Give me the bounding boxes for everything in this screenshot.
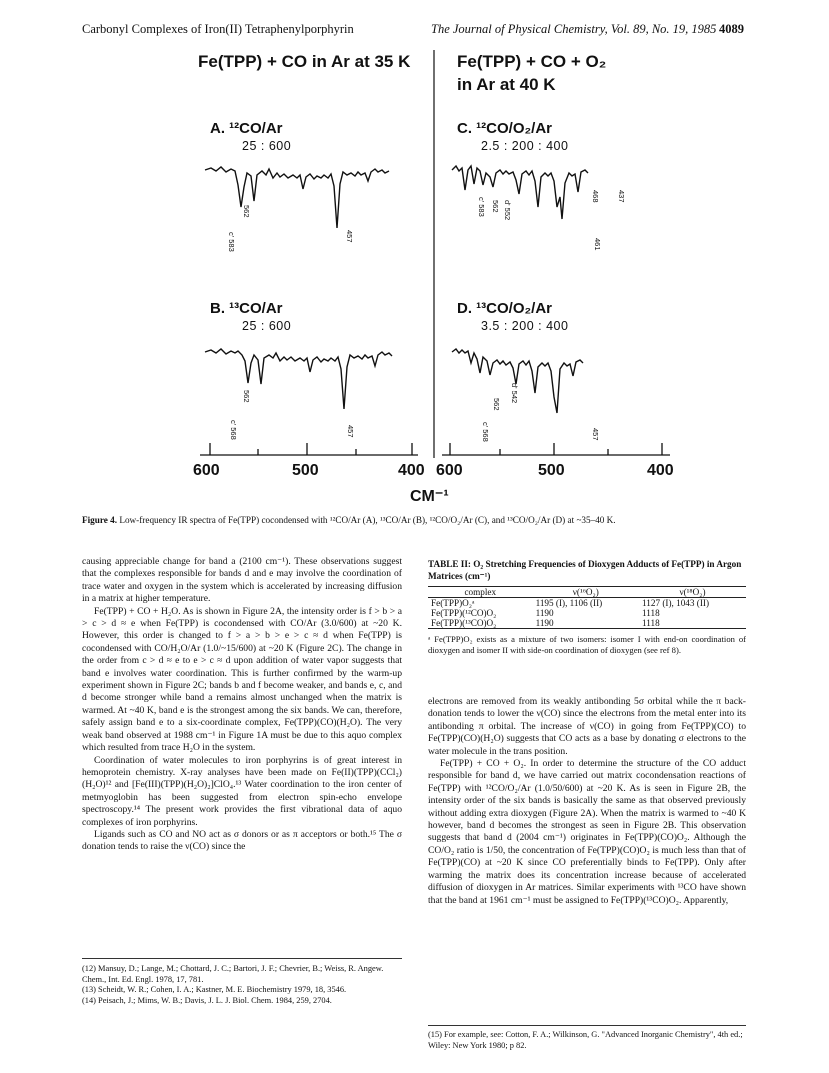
figure-left-title: Fe(TPP) + CO in Ar at 35 K [198,52,411,71]
table-cell: 1118 [642,608,660,618]
footnote: (13) Scheidt, W. R.; Cohen, I. A.; Kastner, M. E. Biochemistry 1979, 18, 3546. [82,985,347,994]
table-cell: Fe(TPP)O₂ᵃ [431,598,475,608]
peak-label-b-568: c' 568 [229,420,238,440]
peak-label-c-552: d' 552 [503,200,512,221]
tick-label-right-600: 600 [436,462,463,479]
panel-c-label: C. ¹²CO/O₂/Ar [457,120,552,137]
peak-label-d-457: 457 [591,428,600,441]
ir-spectra-figure [180,40,700,480]
page-number: 4089 [719,22,744,36]
tick-label-right-500: 500 [538,462,565,479]
table-title: TABLE II: O₂ Stretching Frequencies of Dioxygen Adducts of Fe(TPP) in Argon Matrices (cm⁻¹) [428,559,742,581]
table-header: ν(¹⁶O₂) [572,587,599,597]
table-2 [428,559,746,656]
footnote: (14) Peisach, J.; Mims, W. B.; Davis, J. L. J. Biol. Chem. 1984, 259, 2704. [82,995,332,1005]
paragraph: Fe(TPP) + CO + O₂. In order to determine the structure of the CO adduct responsible for band d, we have carried out matrix cocondensation reactions of Fe(TPP) with ¹²CO/O₂/Ar (1.0/50/600) at ~20 K. As is seen in Figure 2B, the intensity order of the six bands is basically the same as that observed previously without adding extra dioxygen (Figure 2A). When the matrix is warmed to ~40 K however, band d becomes the strongest as seen in Figure 2B. This observation suggests that band d (2004 cm⁻¹) originates in Fe(TPP)(CO)O₂. Although the CO/O₂ ratio is 1/50, the concentration of Fe(TPP)(CO)O₂ is much less than that of Fe(TPP)(CO) at ~20 K since CO preferentially binds to Fe(TPP). Only after warming the matrix does its concentration increase because of accelerated diffusion of dioxygen in Ar matrices. Similar experiments with ¹³CO have shown that the band at 1961 cm⁻¹ must be assigned to Fe(TPP)(¹³CO)O₂. Apparently, [428,758,746,906]
panel-a-label: A. ¹²CO/Ar [210,120,283,137]
running-header [82,22,744,38]
panel-d-ratio: 3.5 : 200 : 400 [481,319,569,333]
panel-b-ratio: 25 : 600 [242,319,292,333]
table-row [428,618,746,629]
panel-d-label: D. ¹³CO/O₂/Ar [457,300,552,317]
peak-label-d-542: d' 542 [510,383,519,404]
table-cell: 1190 [535,608,554,618]
peak-label-c-583: c' 583 [477,197,486,217]
spectrum-b [205,349,392,409]
paragraph: Fe(TPP) + CO + H₂O. As is shown in Figure 2A, the intensity order is f > b > a > c > d ≈ e when Fe(TPP) is cocondensed with CO/Ar (3.0/600) at ~20 K. However, this order is changed to f > a > b > e > c ≈ d when Fe(TPP) is cocondensed with CO/H₂O/Ar (1.0/~15/600) at ~20 K (Figure 2C). The change in the order from c > d ≈ e to e > c ≈ d upon addition of water vapor suggests that band e involves water coordination. This is further confirmed by the warm-up experiment shown in Figure 2C; bands b and f become weaker, and bands e, c, and d become stronger while band a remains almost unchanged when the matrix is warmed. At ~40 K, band e is the strongest among the six bands. We can, therefore, safely assign band e to a six-coordinate complex, Fe(TPP)(CO)(H₂O). The very weak band observed at 1988 cm⁻¹ in Figure 1A must be due to this aquo complex which resulted from trace H₂O in the system. [82,605,402,754]
footnote: (15) For example, see: Cotton, F. A.; Wilkinson, G. "Advanced Inorganic Chemistry", 4th ed.; Wiley: New York 1980; p 82. [428,1030,743,1050]
panel-b-label: B. ¹³CO/Ar [210,300,283,317]
figure-caption [82,514,744,526]
peak-label-a-457: 457 [345,230,354,243]
table-grid [428,586,746,629]
paragraph: electrons are removed from its weakly antibonding 5σ orbital while the π back-donation tends to lower the ν(CO) since the electrons from the metal enter into its antibonding π orbital. The increase of ν(CO) in going from Fe(TPP)(CO) to Fe(TPP)(CO)(H₂O) suggests that CO acts as a base by donating σ electrons to the water molecule in the trans position. [428,696,746,757]
table-header: ν(¹⁸O₂) [679,587,706,597]
peak-label-b-457: 457 [346,425,355,438]
caption-text: Low-frequency IR spectra of Fe(TPP) cocondensed with ¹²CO/Ar (A), ¹³CO/Ar (B), ¹²CO/O₂/Ar (C), and ¹³CO/O₂/Ar (D) at ~35–40 K. [119,515,616,525]
right-footnotes [428,1030,746,1051]
table-row [428,598,746,609]
figure-right-title-1: Fe(TPP) + CO + O₂ [457,52,607,71]
peak-label-a-562: 562 [242,205,251,218]
paragraph: Ligands such as CO and NO act as σ donors or as π acceptors or both.¹⁵ The σ donation tends to raise the ν(CO) since the [82,828,402,853]
table-header: complex [464,587,497,597]
table-cell: 1190 [535,618,554,628]
peak-label-b-562: 562 [242,390,251,403]
peak-label-c-468: 468 [591,190,600,203]
tick-label-left-400: 400 [398,462,425,479]
left-column [82,556,402,854]
tick-label-left-500: 500 [292,462,319,479]
x-axis-unit: CM⁻¹ [410,488,449,505]
spectrum-c [452,166,588,219]
peak-label-c-437: 437 [617,190,626,203]
paragraph: Coordination of water molecules to iron porphyrins is of great interest in hemoprotein chemistry. X-ray analyses have been made on Fe(II)(TPP)(CCl₂)(H₂O)¹² and [Fe(III)(TPP)(H₂O)₂]ClO₄.¹³ Water coordination to the iron center of metmyoglobin has been suggested from electron spin-echo envelope spectroscopy.¹⁴ The present work provides the first vibrational data of aquo complexes of iron porphyrins. [82,754,402,828]
table-cell: 1118 [642,618,660,628]
paragraph: causing appreciable change for band a (2100 cm⁻¹). These observations suggest that the complexes responsible for bands d and e may involve the coordination of trace water and oxygen in the system which is accelerated by increasing diffusion in a matrix at higher temperature. [82,556,402,605]
peak-label-d-562: 562 [492,398,501,411]
header-journal: The Journal of Physical Chemistry, Vol. 89, No. 19, 1985 [431,22,717,36]
footnote-divider-right [428,1025,746,1026]
left-footnotes [82,964,402,1006]
table-row [428,608,746,618]
table-cell: 1127 (I), 1043 (II) [642,598,710,608]
footnote: (12) Mansuy, D.; Lange, M.; Chottard, J. C.; Bartori, J. F.; Chevrier, B.; Weiss, R. Angew. Chem., Int. Ed. Engl. 1978, 17, 781. [82,964,384,984]
table-cell: 1195 (I), 1106 (II) [535,598,603,608]
header-title: Carbonyl Complexes of Iron(II) Tetraphenylporphyrin [82,22,354,36]
panel-c-ratio: 2.5 : 200 : 400 [481,139,569,153]
tick-label-left-600: 600 [193,462,220,479]
spectrum-a [205,167,389,228]
right-column [428,696,746,907]
peak-label-c-562: 562 [491,200,500,213]
caption-label: Figure 4. [82,515,118,525]
peak-label-a-583: c' 583 [227,232,236,252]
panel-a-ratio: 25 : 600 [242,139,292,153]
tick-label-right-400: 400 [647,462,674,479]
figure-right-title-2: in Ar at 40 K [457,75,556,94]
table-cell: Fe(TPP)(¹³CO)O₂ [431,618,497,628]
peak-label-d-568: c' 568 [481,422,490,442]
table-footnote: ᵃ Fe(TPP)O₂ exists as a mixture of two isomers: isomer I with end-on coordination of dioxygen and isomer II with side-on coordination of dioxygen (see ref 8). [428,634,746,655]
table-cell: Fe(TPP)(¹²CO)O₂ [431,608,497,618]
peak-label-c-461: 461 [593,238,602,251]
footnote-divider-left [82,958,402,959]
spectrum-d [452,349,583,413]
